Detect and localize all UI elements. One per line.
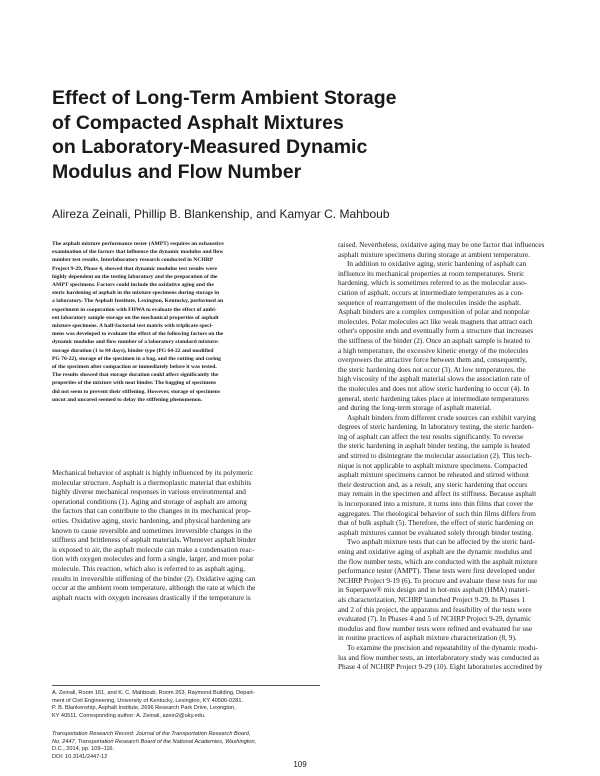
body-line: ing of asphalt can affect the test results significantly. To reverse [338,431,524,441]
body-line: als characterization, NCHRP launched Project 9-29. In Phases 1 [338,594,525,604]
body-line: the stiffness of the binder (2). Once an asphalt sample is heated to [338,335,531,345]
body-line: is exposed to air, the asphalt molecule can make a condensation reac- [52,544,255,554]
body-line: operational conditions (1). Aging and storage of asphalt are among [52,496,247,506]
body-line: evaluated (7). In Phases 4 and 5 of NCHRP Project 9-29, dynamic [338,614,532,624]
body-line: other's opposite ends and eventually form a structure that increases [338,326,534,336]
title-line: of Compacted Asphalt Mixtures [52,111,344,134]
body-line: influence its mechanical properties at room temperatures. Steric [338,268,525,278]
body-line: sequence of rearrangement of the molecules inside the asphalt. [338,297,521,307]
abstract-line: highly dependent on the testing laboratory and the preparation of the [52,273,218,280]
body-line: ciation of asphalt, occurs at intermediate temperatures as a con- [338,287,524,297]
body-line: Mechanical behavior of asphalt is highly influenced by its polymeric [52,468,253,477]
footnote-divider [52,685,320,686]
abstract-line: uncut and uncored seemed to delay the stiffening phenomenon. [52,396,203,403]
body-line: modulus and flow number tests were refined and evaluated for use [338,623,533,633]
abstract-line: dynamic modulus and flow number of a laboratory standard mixture: [52,339,219,346]
page-number: 109 [293,760,307,769]
abstract-line: mixture specimens. A half-factorial test matrix with triplicate speci- [52,323,213,330]
body-line: Two asphalt mixture tests that can be affected by the steric hard- [347,537,535,547]
abstract-line: PG 76-22), storage of the specimen in a bag, and the cutting and coring [52,355,221,362]
body-line: a high temperature, the excessive kinetic energy of the molecules [338,345,529,355]
body-line: and 2 of this project, the apparatus and feasibility of the tests were [338,604,532,614]
body-line: asphalt mixture specimens during storage at ambient temperature. [338,249,531,259]
abstract-line: experiment in cooperation with FHWA to evaluate the effect of ambi- [52,306,217,313]
body-line: asphalt mixtures cannot be evaluated solely through binder testing. [338,527,534,537]
citation-line: DOI: 10.3141/2447-12 [52,753,108,760]
abstract-line: Project 9-29, Phase 4, showed that dynamic modulus test results were [52,265,218,272]
body-line: occur at the ambient room temperature, although the rate at which the [52,583,256,593]
footnote-line: KY 40511. Corresponding author: A. Zeinali, azein2@uky.edu. [52,712,206,719]
body-line: that of bulk asphalt (5). Therefore, the effect of steric hardening on [338,518,534,528]
body-line: stiffness and brittleness of asphalt materials. Whenever asphalt binder [52,535,256,545]
citation-line: D.C., 2014, pp. 109–116. [52,746,115,753]
title-line: Modulus and Flow Number [52,160,302,183]
author-affiliations-footnote [52,690,322,720]
body-text-left-column [52,468,322,602]
body-line: Phase 4 of NCHRP Project 9-29 (10). Eight laboratories accredited by [338,662,543,672]
journal-citation [52,731,322,761]
body-line: in routine practices of asphalt mixture characterization (8, 9). [338,633,517,643]
abstract-line: did not seem to prevent their stiffening. However, storage of specimens [52,388,220,395]
abstract-line: number test results. Interlaboratory research conducted in NCHRP [52,257,214,264]
body-line: is incorporated into a mixture, it turns into thin films that cover the [338,499,534,509]
abstract-line: a laboratory. The Asphalt Institute, Lexington, Kentucky, performed an [52,298,224,305]
body-line: asphalt mixture specimens cannot be reheated and stirred without [338,470,529,480]
body-line: and during the long-term storage of asphalt material. [338,403,492,413]
title-line: Effect of Long-Term Ambient Storage [52,87,397,109]
body-line: their destruction and, as a result, any steric hardening that occurs [338,479,528,489]
abstract-line: properties of the mixture with neat binder. The bagging of specimens [52,380,217,387]
body-line: the steric hardening does not occur (3). At low temperatures, the [338,364,526,374]
abstract-line: The asphalt mixture performance tester (AMPT) requires an exhaustive [52,241,224,247]
abstract-line: of the specimen after compaction or immediately before it was tested. [52,364,217,371]
abstract-line: mens was developed to evaluate the effect of the following factors on the [52,331,224,338]
body-line: aggregates. The rheological behavior of such thin films differs from [338,508,536,518]
body-line: overpowers the attractive force between them and, consequently, [338,355,527,365]
body-line: molecule. This reaction, which also is referred to as asphalt aging, [52,563,245,573]
abstract-line: steric hardening of asphalt in the mixture specimens during storage in [52,290,220,297]
body-line: results in irreversible stiffening of the binder (2). Oxidative aging can [52,573,256,583]
body-line: the steric hardening in asphalt binder testing, the sample is heated [338,441,530,451]
body-line: molecules. Polar molecules act like weak magnets that attract each [338,316,533,326]
footnote-line: ment of Civil Engineering, University of Kentucky, Lexington, KY 40506-0281. [52,697,244,704]
abstract-line: examination of the factors that influence the dynamic modulus and flow [52,249,224,256]
footnote-line: P. B. Blankenship, Asphalt Institute, 2696 Research Park Drive, Lexington, [52,705,236,712]
body-line: performance tester (AMPT). These tests were first developed under [338,566,536,576]
body-line: raised. Nevertheless, oxidative aging may be one factor that influences [338,240,545,249]
citation-line: Transportation Research Record: Journal of the Transportation Research Board, [52,731,251,737]
abstract-line: storage duration (1 to 84 days), binder type (PG 64-22 and modified [52,347,214,354]
body-line: nique is not applicable to asphalt mixture specimens. Compacted [338,460,528,470]
body-line: asphalt reacts with oxygen increases drastically if the temperature is [52,592,251,602]
body-line: Asphalt binders from different crude sources can exhibit varying [347,412,536,422]
abstract-line: AMPT specimens. Factors could include the oxidative aging and the [52,282,214,289]
abstract-line: The results showed that storage duration could affect significantly the [52,372,219,379]
body-line: ening and oxidative aging of asphalt are the dynamic modulus and [338,547,532,556]
body-line: tion with oxygen molecules and form a single, larger, and more polar [52,554,254,564]
body-line: highly diverse mechanical responses in various environmental and [52,487,246,497]
body-line: degrees of steric hardening. In laboratory testing, the steric harden- [338,422,534,432]
body-line: To examine the precision and repeatability of the dynamic modu- [347,642,538,652]
body-line: known to cause reversible and sometimes irreversible changes in the [52,525,252,535]
body-line: molecular structure. Asphalt is a thermoplastic material that exhibits [52,477,252,487]
body-line: NCHRP Project 9-19 (6). To procure and evaluate these tests for use [338,575,538,585]
body-line: the factors that can contribute to the changes in its mechanical prop- [52,506,252,516]
abstract [52,240,322,404]
body-line: and stirred to disintegrate the molecular association (2). This tech- [338,451,532,461]
body-line: general, steric hardening takes place at intermediate temperatures [338,393,529,403]
body-text-right-column [338,240,600,672]
footnote-line: A. Zeinali, Room 161, and K. C. Mahboub, Room 263, Raymond Building, Depart- [52,690,255,696]
body-line: lus and flow number tests, an interlaboratory study was conducted as [338,652,540,662]
author-list: Alireza Zeinali, Phillip B. Blankenship, and Kamyar C. Mahboub [52,207,390,221]
body-line: Asphalt binders are a complex composition of polar and nonpolar [338,307,530,317]
body-line: In addition to oxidative aging, steric hardening of asphalt can [347,259,527,269]
body-line: the flow number tests, which are conducted with the asphalt mixture [338,556,538,566]
body-line: the molecules and does not allow steric hardening to occur (4). In [338,383,530,393]
body-line: high viscosity of the asphalt material slows the association rate of [338,374,530,384]
body-line: hardening, which is sometimes referred to as the molecular asso- [338,278,528,288]
citation-line: No. 2447, Transportation Research Board of the National Academies, Washington, [52,738,257,745]
body-line: in Superpave® mix design and in hot-mix asphalt (HMA) materi- [338,585,530,595]
title-line: on Laboratory-Measured Dynamic [52,136,368,158]
article-title [52,86,522,184]
abstract-line: ent laboratory sample storage on the mechanical properties of asphalt [52,314,219,321]
body-line: may remain in the specimen and affect its stiffness. Because asphalt [338,489,537,499]
body-line: erties. Oxidative aging, steric hardening, and physical hardening are [52,515,251,525]
